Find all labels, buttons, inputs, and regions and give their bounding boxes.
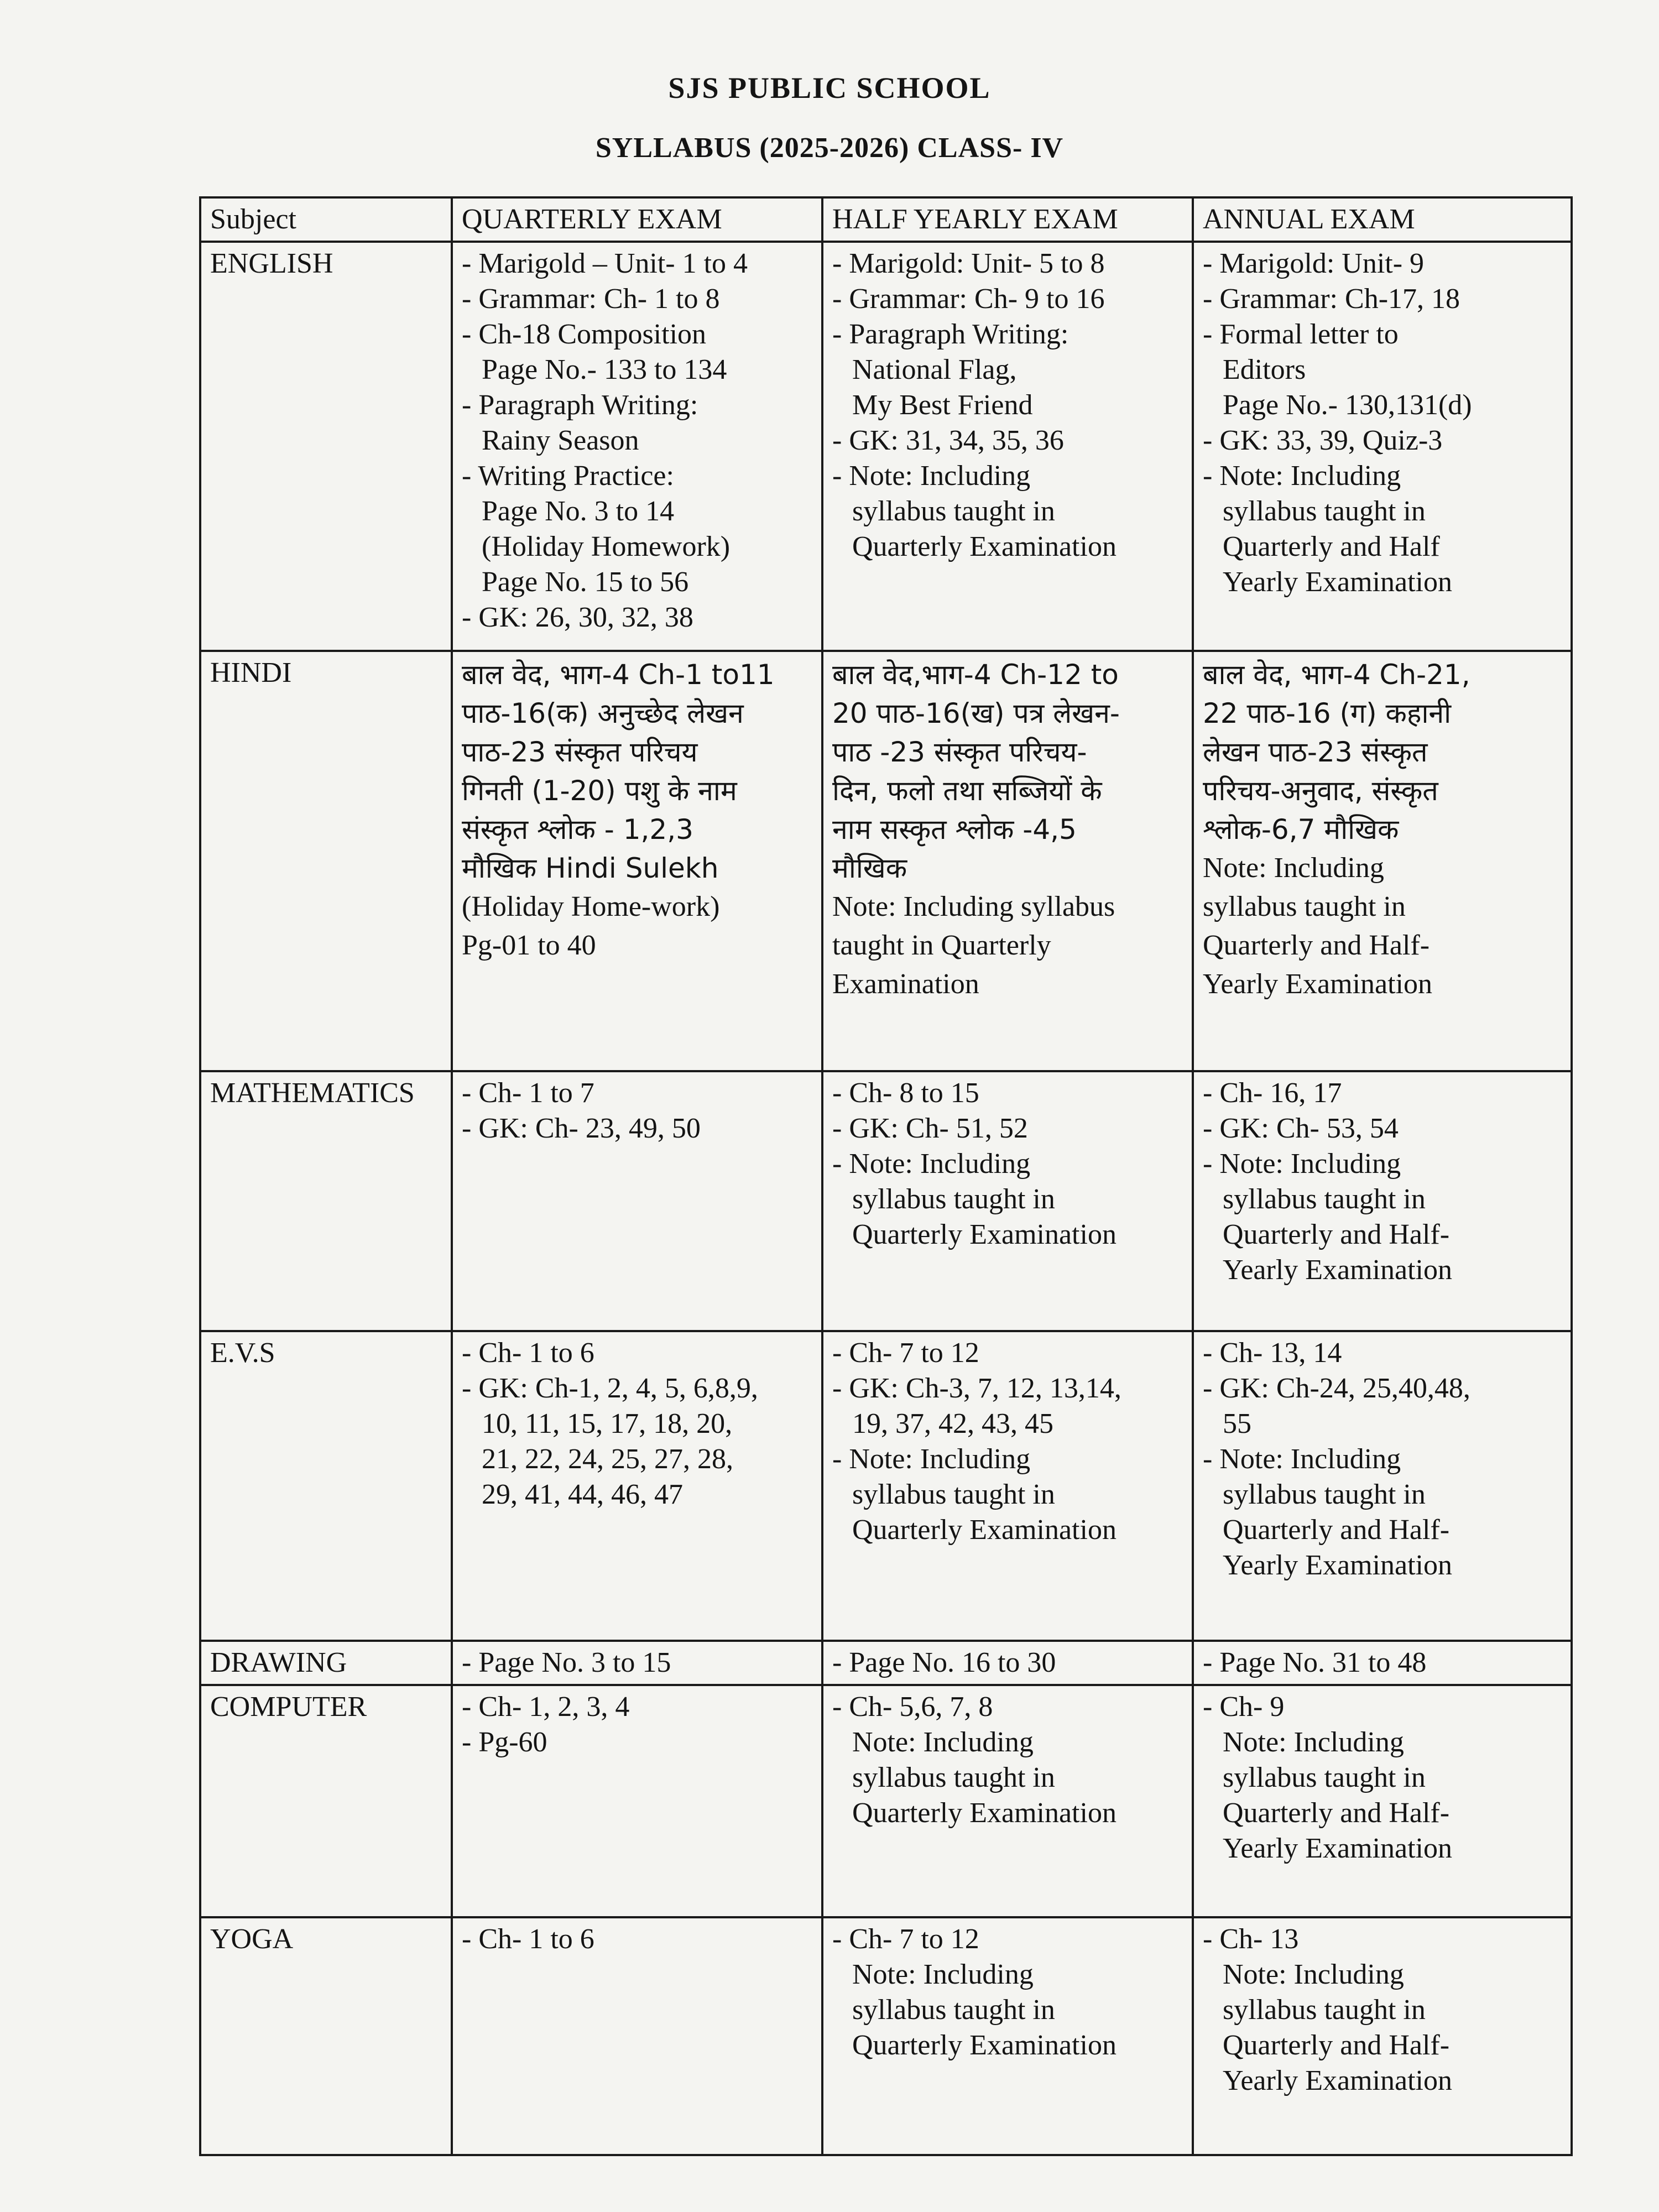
half-yearly-cell — [822, 1331, 1193, 1641]
table-header-row — [200, 197, 1572, 242]
column-header-half-yearly: HALF YEARLY EXAM — [822, 197, 1193, 242]
syllabus-line: - Grammar: Ch-17, 18 — [1203, 283, 1460, 315]
syllabus-line: - GK: 33, 39, Quiz-3 — [1203, 425, 1443, 456]
syllabus-line: 20 पाठ-16(ख) पत्र लेखन- — [832, 697, 1120, 729]
syllabus-line: syllabus taught in — [1223, 1762, 1426, 1793]
syllabus-line: - GK: Ch- 53, 54 — [1203, 1113, 1399, 1144]
syllabus-line: syllabus taught in — [852, 1994, 1055, 2026]
syllabus-line: 22 पाठ-16 (ग) कहानी — [1203, 697, 1452, 729]
syllabus-line: Page No. 3 to 14 — [482, 495, 675, 527]
syllabus-line: नाम सस्कृत श्लोक -4,5 — [832, 813, 1077, 846]
syllabus-line: Yearly Examination — [1223, 1550, 1452, 1581]
table-row — [200, 1331, 1572, 1641]
table-row — [200, 1685, 1572, 1917]
syllabus-line: 55 — [1223, 1408, 1251, 1439]
syllabus-line: - GK: 31, 34, 35, 36 — [832, 425, 1064, 456]
subject-cell: YOGA — [200, 1917, 452, 2155]
syllabus-line: Examination — [832, 968, 979, 1000]
syllabus-line: Note: Including — [852, 1959, 1034, 1990]
table-row — [200, 1641, 1572, 1685]
annual-cell — [1193, 1331, 1572, 1641]
syllabus-line: 10, 11, 15, 17, 18, 20, — [482, 1408, 733, 1439]
syllabus-line: बाल वेद, भाग-4 Ch-21, — [1203, 659, 1470, 691]
table-row — [200, 242, 1572, 651]
syllabus-line: - Ch- 1 to 6 — [462, 1337, 594, 1369]
syllabus-line: Yearly Examination — [1223, 566, 1452, 598]
column-header-quarterly: QUARTERLY EXAM — [452, 197, 822, 242]
half-yearly-cell — [822, 1641, 1193, 1685]
syllabus-line: Pg-01 to 40 — [462, 930, 596, 961]
syllabus-line: - Page No. 16 to 30 — [832, 1647, 1056, 1678]
quarterly-cell — [452, 1641, 822, 1685]
syllabus-line: - Ch- 7 to 12 — [832, 1337, 979, 1369]
syllabus-line: मौखिक Hindi Sulekh — [462, 852, 719, 884]
syllabus-line: - Page No. 31 to 48 — [1203, 1647, 1427, 1678]
half-yearly-cell — [822, 1917, 1193, 2155]
quarterly-cell — [452, 242, 822, 651]
syllabus-line: - GK: Ch-1, 2, 4, 5, 6,8,9, — [462, 1373, 758, 1404]
syllabus-line: Editors — [1223, 354, 1306, 385]
syllabus-line: - GK: Ch- 51, 52 — [832, 1113, 1028, 1144]
annual-cell — [1193, 1917, 1572, 2155]
table-row — [200, 1917, 1572, 2155]
annual-cell — [1193, 1641, 1572, 1685]
column-header-subject: Subject — [200, 197, 452, 242]
syllabus-line: taught in Quarterly — [832, 930, 1051, 961]
syllabus-line: syllabus taught in — [1223, 495, 1426, 527]
school-name: SJS PUBLIC SCHOOL — [668, 71, 991, 105]
syllabus-line: syllabus taught in — [852, 1762, 1055, 1793]
subject-cell: ENGLISH — [200, 242, 452, 651]
syllabus-line: पाठ-16(क) अनुच्छेद लेखन — [462, 697, 744, 729]
syllabus-line: Quarterly and Half- — [1223, 1219, 1450, 1250]
syllabus-line: - GK: 26, 30, 32, 38 — [462, 602, 693, 633]
quarterly-cell — [452, 1331, 822, 1641]
syllabus-line: 21, 22, 24, 25, 27, 28, — [482, 1443, 733, 1475]
syllabus-line: - Ch- 8 to 15 — [832, 1077, 979, 1109]
table-row — [200, 651, 1572, 1071]
syllabus-line: - Page No. 3 to 15 — [462, 1647, 671, 1678]
syllabus-line: (Holiday Home-work) — [462, 891, 720, 922]
syllabus-line: Quarterly and Half- — [1223, 1514, 1450, 1546]
table-row — [200, 1071, 1572, 1331]
syllabus-line: - Marigold – Unit- 1 to 4 — [462, 248, 748, 279]
syllabus-line: - Grammar: Ch- 9 to 16 — [832, 283, 1105, 315]
subject-cell: E.V.S — [200, 1331, 452, 1641]
syllabus-line: - Ch- 9 — [1203, 1691, 1285, 1723]
syllabus-line: - Note: Including — [832, 1443, 1031, 1475]
syllabus-line: लेखन पाठ-23 संस्कृत — [1203, 736, 1428, 768]
quarterly-cell — [452, 1685, 822, 1917]
syllabus-line: - Marigold: Unit- 9 — [1203, 248, 1425, 279]
column-header-annual: ANNUAL EXAM — [1193, 197, 1572, 242]
syllabus-line: - GK: Ch- 23, 49, 50 — [462, 1113, 701, 1144]
syllabus-line: - Grammar: Ch- 1 to 8 — [462, 283, 720, 315]
subject-cell: COMPUTER — [200, 1685, 452, 1917]
syllabus-line: Yearly Examination — [1223, 2065, 1452, 2096]
quarterly-cell — [452, 651, 822, 1071]
annual-cell — [1193, 651, 1572, 1071]
syllabus-line: - Ch- 1 to 7 — [462, 1077, 594, 1109]
syllabus-line: Quarterly and Half- — [1203, 930, 1430, 961]
syllabus-line: Note: Including syllabus — [832, 891, 1115, 922]
half-yearly-cell — [822, 242, 1193, 651]
syllabus-line: syllabus taught in — [852, 495, 1055, 527]
syllabus-line: - Note: Including — [1203, 460, 1401, 492]
syllabus-line: बाल वेद,भाग-4 Ch-12 to — [832, 659, 1119, 691]
syllabus-line: Quarterly and Half- — [1223, 1797, 1450, 1829]
syllabus-line: Yearly Examination — [1223, 1833, 1452, 1864]
syllabus-line: - GK: Ch-24, 25,40,48, — [1203, 1373, 1470, 1404]
syllabus-line: - Note: Including — [1203, 1148, 1401, 1180]
syllabus-line: Yearly Examination — [1223, 1254, 1452, 1286]
syllabus-line: - Pg-60 — [462, 1726, 547, 1758]
annual-cell — [1193, 242, 1572, 651]
subject-cell: HINDI — [200, 651, 452, 1071]
annual-cell — [1193, 1071, 1572, 1331]
syllabus-line: Quarterly and Half — [1223, 531, 1440, 562]
syllabus-line: Page No.- 130,131(d) — [1223, 389, 1472, 421]
syllabus-line: श्लोक-6,7 मौखिक — [1203, 813, 1399, 846]
syllabus-table — [199, 196, 1573, 2156]
syllabus-line: My Best Friend — [852, 389, 1033, 421]
quarterly-cell — [452, 1071, 822, 1331]
half-yearly-cell — [822, 1071, 1193, 1331]
syllabus-line: - Ch- 16, 17 — [1203, 1077, 1342, 1109]
syllabus-line: Note: Including — [852, 1726, 1034, 1758]
syllabus-line: - Ch- 1, 2, 3, 4 — [462, 1691, 630, 1723]
syllabus-line: Rainy Season — [482, 425, 639, 456]
half-yearly-cell — [822, 1685, 1193, 1917]
syllabus-line: 29, 41, 44, 46, 47 — [482, 1479, 683, 1510]
syllabus-line: मौखिक — [832, 852, 907, 884]
syllabus-line: - Marigold: Unit- 5 to 8 — [832, 248, 1105, 279]
quarterly-cell — [452, 1917, 822, 2155]
syllabus-line: दिन, फलो तथा सब्जियों के — [832, 775, 1102, 807]
syllabus-line: (Holiday Homework) — [482, 531, 731, 562]
syllabus-line: - Formal letter to — [1203, 319, 1399, 350]
syllabus-line: syllabus taught in — [1223, 1479, 1426, 1510]
syllabus-line: 19, 37, 42, 43, 45 — [852, 1408, 1053, 1439]
syllabus-line: - Ch- 13 — [1203, 1923, 1299, 1955]
syllabus-line: गिनती (1-20) पशु के नाम — [462, 775, 737, 807]
syllabus-line: - Note: Including — [832, 1148, 1031, 1180]
syllabus-line: - Ch- 1 to 6 — [462, 1923, 594, 1955]
syllabus-line: Note: Including — [1223, 1726, 1404, 1758]
syllabus-line: Yearly Examination — [1203, 968, 1432, 1000]
subject-cell: MATHEMATICS — [200, 1071, 452, 1331]
syllabus-line: परिचय-अनुवाद, संस्कृत — [1203, 775, 1438, 807]
syllabus-line: syllabus taught in — [852, 1479, 1055, 1510]
syllabus-line: - Note: Including — [1203, 1443, 1401, 1475]
syllabus-line: बाल वेद, भाग-4 Ch-1 to11 — [462, 659, 775, 691]
syllabus-line: - Ch- 5,6, 7, 8 — [832, 1691, 993, 1723]
syllabus-line: syllabus taught in — [1223, 1994, 1426, 2026]
document-title: SYLLABUS (2025-2026) CLASS- IV — [595, 132, 1064, 164]
syllabus-line: - Ch- 7 to 12 — [832, 1923, 979, 1955]
syllabus-line: National Flag, — [852, 354, 1017, 385]
syllabus-line: syllabus taught in — [852, 1183, 1055, 1215]
syllabus-line: Quarterly Examination — [852, 1219, 1117, 1250]
syllabus-line: Quarterly Examination — [852, 1797, 1117, 1829]
syllabus-line: - Ch-18 Composition — [462, 319, 707, 350]
syllabus-line: - GK: Ch-3, 7, 12, 13,14, — [832, 1373, 1121, 1404]
syllabus-line: Note: Including — [1203, 852, 1384, 884]
half-yearly-cell — [822, 651, 1193, 1071]
syllabus-line: - Ch- 13, 14 — [1203, 1337, 1342, 1369]
syllabus-line: Quarterly Examination — [852, 531, 1117, 562]
syllabus-line: Quarterly Examination — [852, 1514, 1117, 1546]
subject-cell: DRAWING — [200, 1641, 452, 1685]
syllabus-line: संस्कृत श्लोक - 1,2,3 — [462, 813, 693, 846]
syllabus-line: - Writing Practice: — [462, 460, 674, 492]
syllabus-line: Quarterly Examination — [852, 2030, 1117, 2061]
syllabus-line: - Note: Including — [832, 460, 1031, 492]
syllabus-line: - Paragraph Writing: — [832, 319, 1069, 350]
syllabus-line: - Paragraph Writing: — [462, 389, 698, 421]
syllabus-line: Quarterly and Half- — [1223, 2030, 1450, 2061]
annual-cell — [1193, 1685, 1572, 1917]
syllabus-line: Page No. 15 to 56 — [482, 566, 689, 598]
syllabus-line: syllabus taught in — [1223, 1183, 1426, 1215]
syllabus-line: Note: Including — [1223, 1959, 1404, 1990]
syllabus-line: Page No.- 133 to 134 — [482, 354, 727, 385]
syllabus-line: पाठ -23 संस्कृत परिचय- — [832, 736, 1087, 768]
syllabus-line: पाठ-23 संस्कृत परिचय — [462, 736, 698, 768]
syllabus-line: syllabus taught in — [1203, 891, 1406, 922]
